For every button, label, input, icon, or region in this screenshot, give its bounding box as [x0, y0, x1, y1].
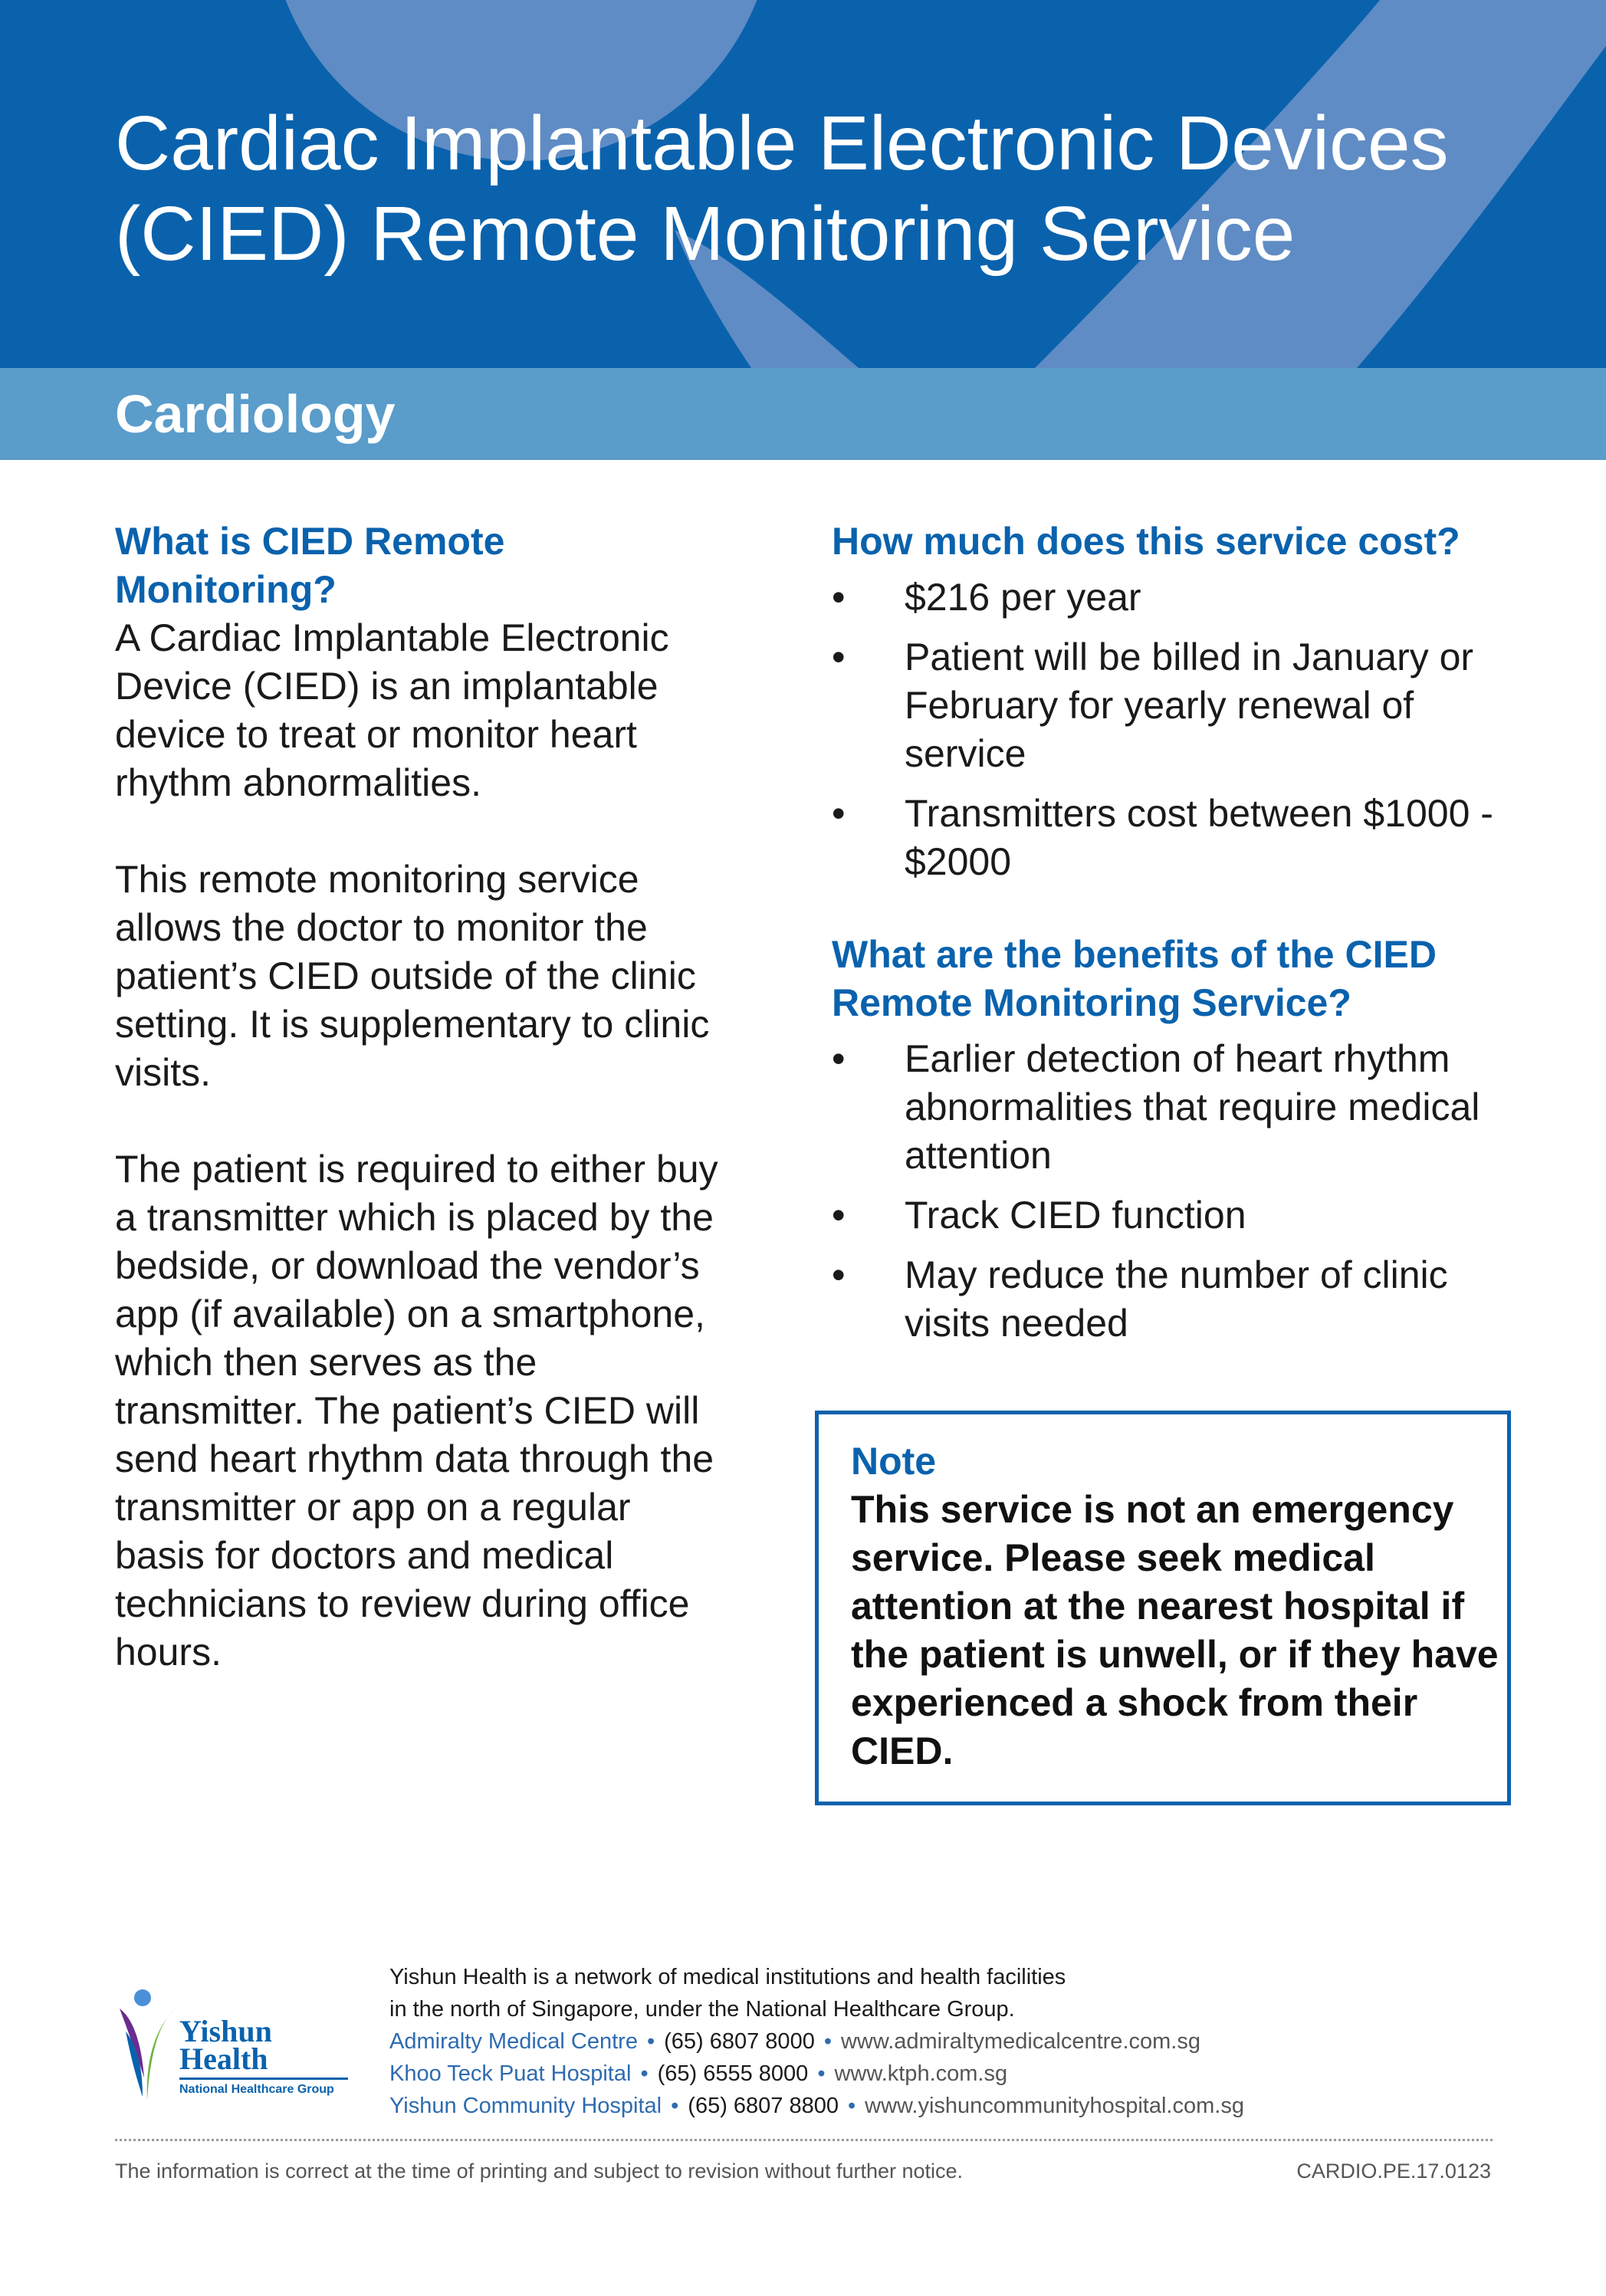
institution-website[interactable]: www.ktph.com.sg [834, 2061, 1008, 2086]
cost-list [832, 573, 1522, 886]
header-banner [0, 0, 1606, 368]
separator-dot: • [823, 2029, 832, 2054]
disclaimer-text: The information is correct at the time of printing and subject to revision without further notice. [115, 2160, 964, 2183]
benefits-list [832, 1035, 1522, 1348]
footer-intro-line-2: in the north of Singapore, under the National Healthcare Group. [389, 1997, 1015, 2022]
service-paragraph: This remote monitoring service allows the doctor to monitor the patient’s CIED outside of the clinic setting. It is supplementary to clinic visits. [115, 858, 710, 1094]
note-box [815, 1411, 1511, 1805]
separator-dot: • [817, 2061, 826, 2086]
footer-divider [115, 2139, 1493, 2141]
logo-name-line-2: Health [179, 2041, 268, 2076]
cost-item-text: Transmitters cost between $1000 - $2000 [905, 792, 1493, 883]
yishun-health-logo [115, 1978, 353, 2104]
list-item [832, 1035, 1522, 1180]
institution-name: Yishun Community Hospital [389, 2094, 662, 2118]
cost-item-text: $216 per year [905, 576, 1141, 619]
separator-dot: • [848, 2094, 856, 2118]
bullet-icon: • [832, 576, 846, 619]
bullet-icon: • [832, 636, 846, 678]
title-line-1: Cardiac Implantable Electronic Devices [115, 100, 1449, 186]
benefit-item-text: May reduce the number of clinic visits needed [905, 1253, 1448, 1345]
institution-phone: (65) 6555 8000 [657, 2061, 809, 2086]
list-item [832, 790, 1522, 886]
what-is-heading: What is CIED Remote Monitoring? [115, 520, 505, 611]
right-column [832, 517, 1522, 1359]
institution-website[interactable]: www.yishuncommunityhospital.com.sg [865, 2094, 1244, 2118]
institution-row [389, 2058, 1539, 2090]
intro-paragraph: A Cardiac Implantable Electronic Device (CIED) is an implantable device to treat or monitor heart rhythm abnormalities. [115, 616, 669, 804]
list-item [832, 573, 1522, 622]
left-column [115, 517, 728, 1677]
institution-website[interactable]: www.admiraltymedicalcentre.com.sg [840, 2029, 1200, 2054]
department-band [0, 368, 1606, 460]
footer-info [389, 1961, 1539, 2122]
cost-heading: How much does this service cost? [832, 520, 1460, 563]
page-title [115, 98, 1556, 279]
list-item [832, 1251, 1522, 1348]
list-item [832, 1191, 1522, 1240]
list-item [832, 633, 1522, 778]
cost-item-text: Patient will be billed in January or February for yearly renewal of service [905, 636, 1474, 775]
institution-row [389, 2025, 1539, 2058]
logo-wordmark [179, 2014, 272, 2076]
institution-name: Khoo Teck Puat Hospital [389, 2061, 632, 2086]
department-label: Cardiology [115, 384, 396, 444]
separator-dot: • [646, 2029, 655, 2054]
institution-row [389, 2090, 1539, 2122]
transmitter-paragraph: The patient is required to either buy a transmitter which is placed by the bedside, or download the vendor’s app (if available) on a smartphone, which then serves as the transmitter. The patient’s CIED will send heart rhythm data through the transmitter or app on a regular basis for doctors and medical technicians to review during office hours. [115, 1148, 718, 1674]
institution-name: Admiralty Medical Centre [389, 2029, 638, 2054]
note-title: Note [851, 1440, 937, 1483]
note-text: This service is not an emergency service. Please seek medical attention at the nearest hospital if the patient is unwell, or if they have experienced a shock from their CIED. [851, 1488, 1499, 1772]
logo-subtitle: National Healthcare Group [179, 2083, 334, 2096]
separator-dot: • [640, 2061, 649, 2086]
institution-phone: (65) 6807 8800 [688, 2094, 839, 2118]
logo-divider [179, 2078, 348, 2080]
separator-dot: • [671, 2094, 679, 2118]
bullet-icon: • [832, 792, 846, 835]
benefits-heading: What are the benefits of the CIED Remote Monitoring Service? [832, 933, 1437, 1024]
logo-figure-icon [115, 1978, 179, 2104]
logo-name-line-1: Yishun [179, 2014, 272, 2048]
institution-phone: (65) 6807 8000 [664, 2029, 815, 2054]
document-code: CARDIO.PE.17.0123 [1296, 2160, 1491, 2183]
bullet-icon: • [832, 1194, 846, 1237]
bullet-icon: • [832, 1037, 846, 1080]
benefit-item-text: Earlier detection of heart rhythm abnormalities that require medical attention [905, 1037, 1480, 1177]
benefit-item-text: Track CIED function [905, 1194, 1246, 1237]
title-line-2: (CIED) Remote Monitoring Service [115, 191, 1296, 277]
bullet-icon: • [832, 1253, 846, 1296]
footer-intro-line-1: Yishun Health is a network of medical institutions and health facilities [389, 1965, 1066, 1989]
